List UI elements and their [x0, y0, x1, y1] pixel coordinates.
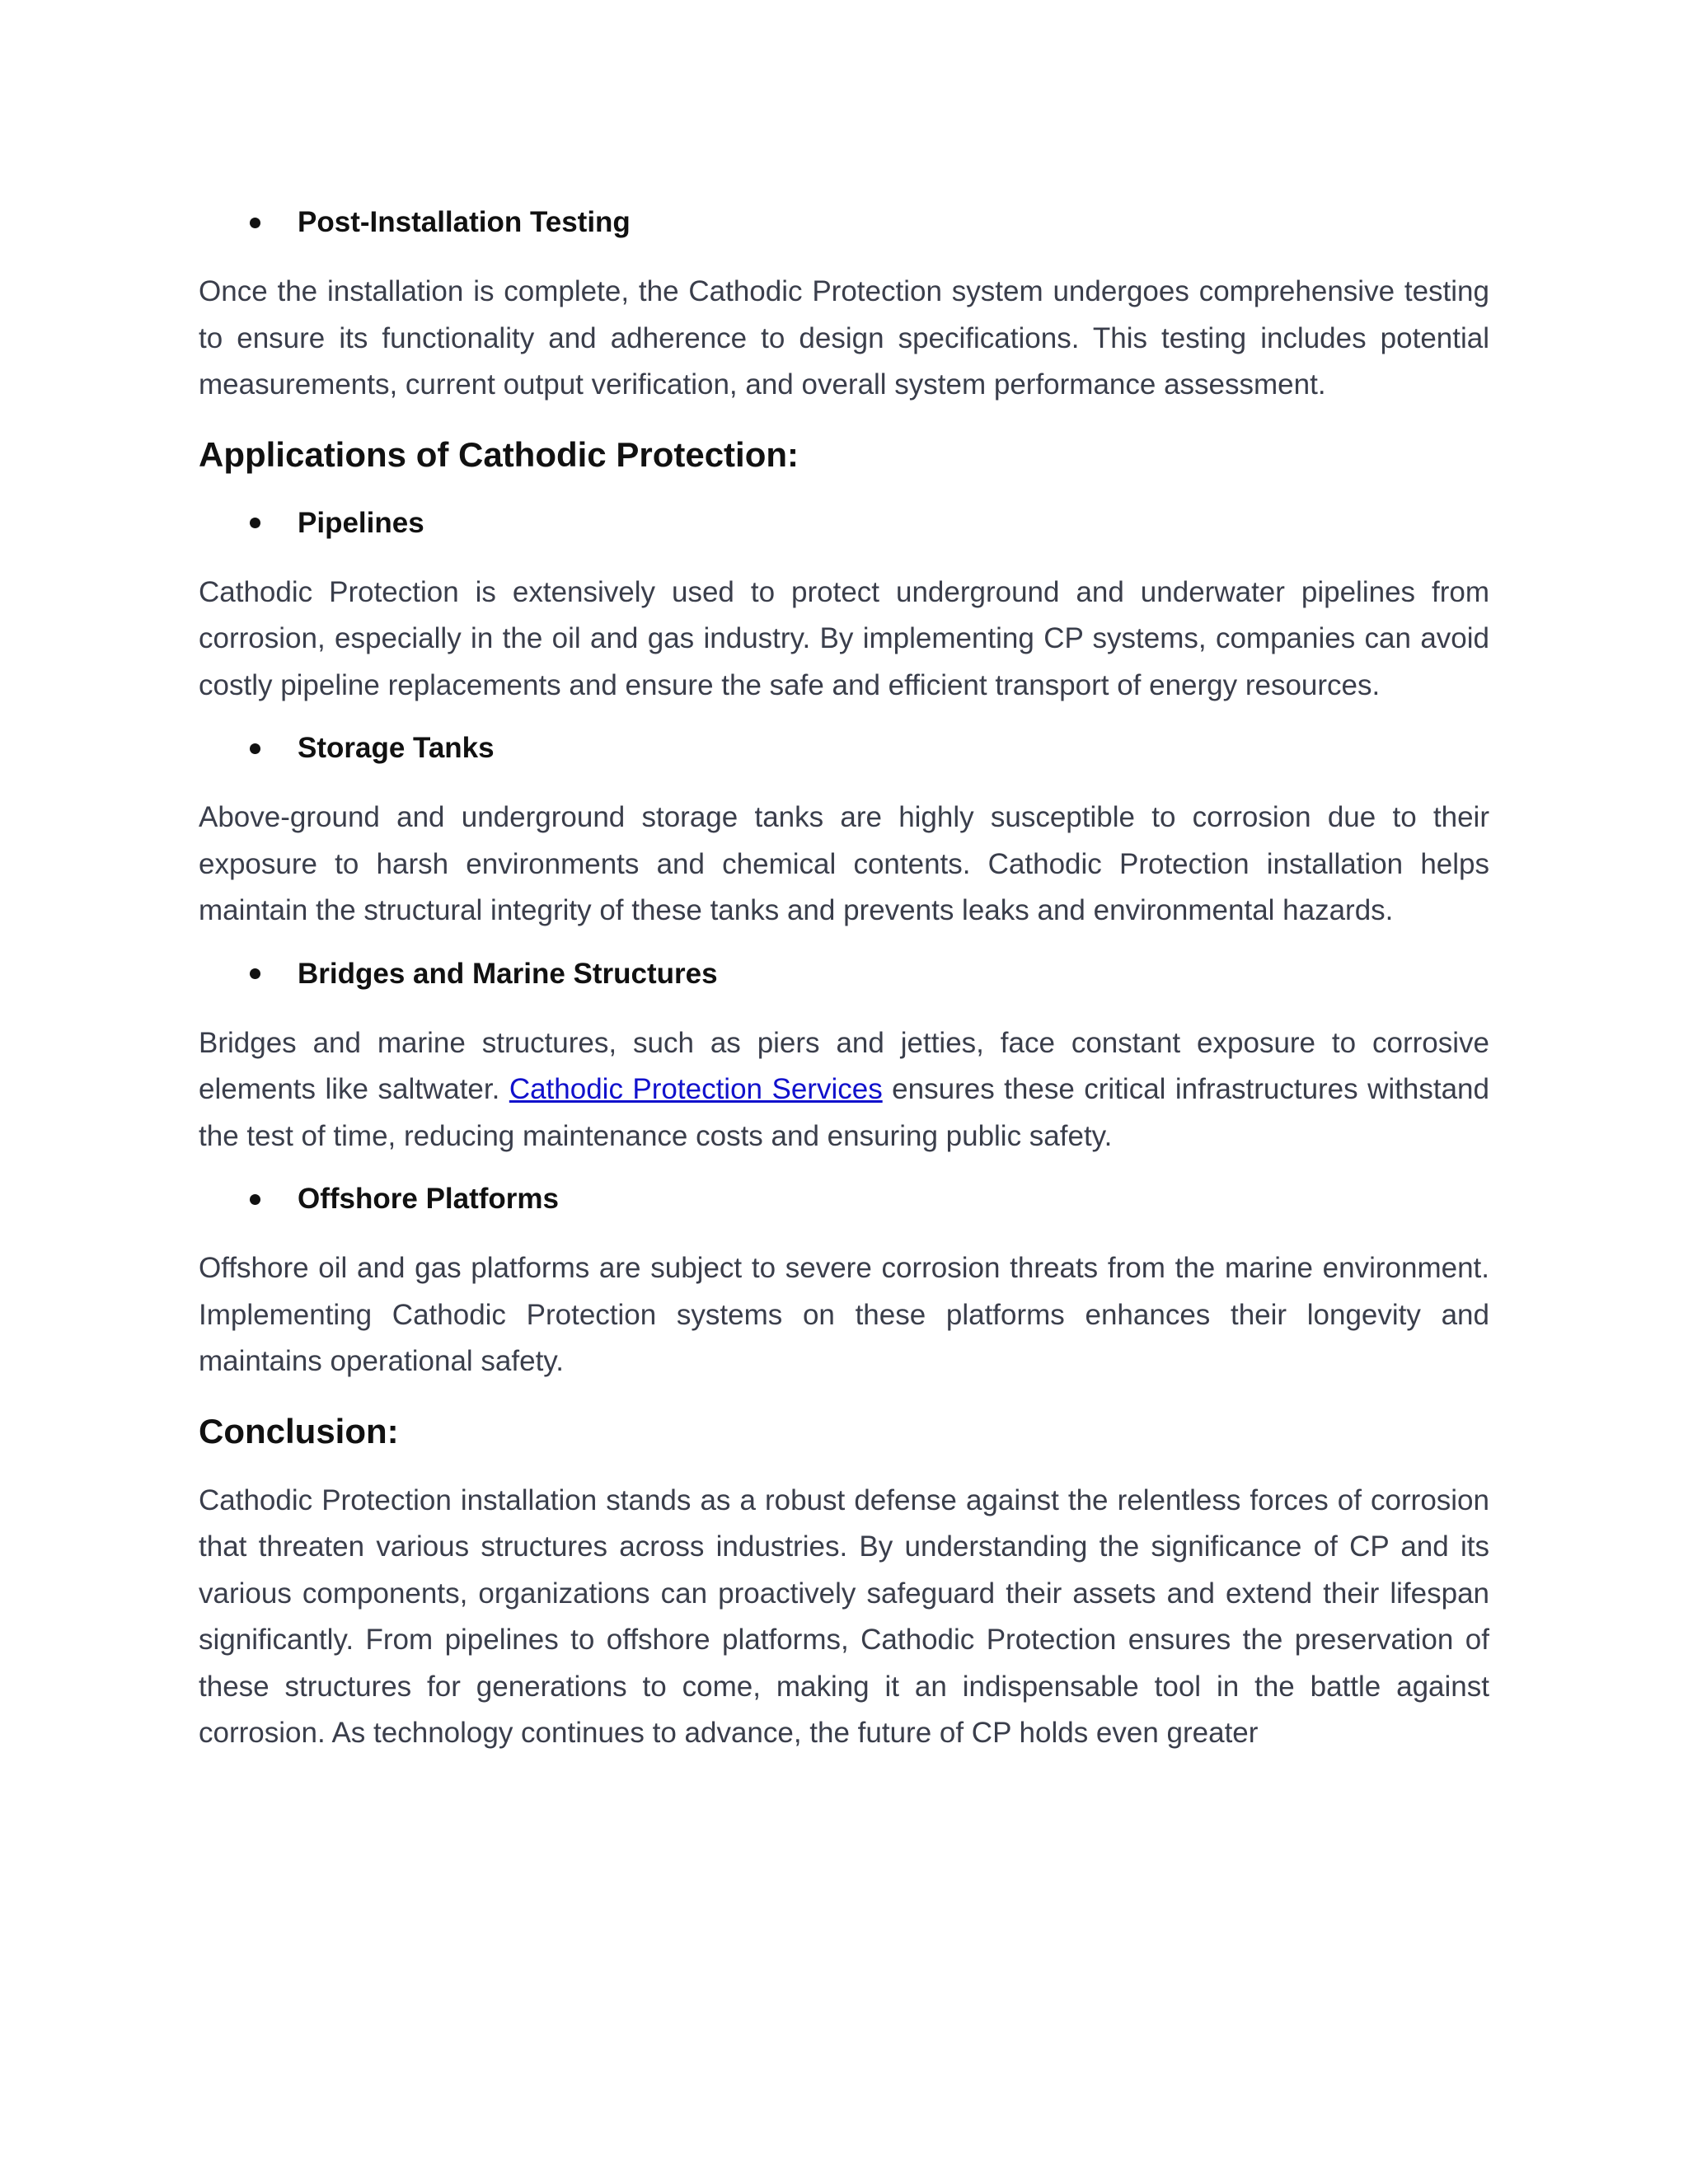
bullet-title: Storage Tanks — [298, 732, 495, 764]
bullet-title: Offshore Platforms — [298, 1183, 559, 1215]
bullet-title: Bridges and Marine Structures — [298, 957, 718, 990]
paragraph-storage-tanks: Above-ground and underground storage tanks are highly susceptible to corrosion due to their exposure to harsh environments and chemical contents. Cathodic Protection installation helps maintain the structural integrity of these tanks and prevents leaks and environmental hazards. — [199, 801, 1489, 926]
bullet-dot-icon — [250, 743, 260, 754]
cathodic-protection-services-link[interactable]: Cathodic Protection Services — [509, 1073, 883, 1105]
bullet-bridges-marine — [199, 948, 1489, 1001]
heading-applications: Applications of Cathodic Protection: — [199, 434, 799, 474]
paragraph-conclusion: Cathodic Protection installation stands as a robust defense against the relentless forces of corrosion that threaten various structures across industries. By understanding the significance of CP and its various components, organizations can proactively safeguard their assets and extend their lifespan significantly. From pipelines to offshore platforms, Cathodic Protection ensures the preservation of these structures for generations to come, making it an indispensable tool in the battle against corrosion. As technology continues to advance, the future of CP holds even greater — [199, 1483, 1489, 1749]
bullet-pipelines — [199, 497, 1489, 550]
paragraph-post-installation: Once the installation is complete, the Cathodic Protection system undergoes comprehensive testing to ensure its functionality and adherence to design specifications. This testing includes potential measurements, current output verification, and overall system performance assessment. — [199, 275, 1489, 401]
paragraph-pipelines: Cathodic Protection is extensively used to protect underground and underwater pipelines from corrosion, especially in the oil and gas industry. By implementing CP systems, companies can avoid costly pipeline replacements and ensure the safe and efficient transport of energy resources. — [199, 575, 1489, 701]
bullet-post-installation-testing — [199, 196, 1489, 249]
paragraph-offshore-platforms: Offshore oil and gas platforms are subject to severe corrosion threats from the marine environment. Implementing Cathodic Protection systems on these platforms enhances their longevity and maintains operational safety. — [199, 1252, 1489, 1377]
bullet-dot-icon — [250, 1194, 260, 1205]
bullet-offshore-platforms — [199, 1173, 1489, 1226]
bullet-dot-icon — [250, 218, 260, 228]
bullet-dot-icon — [250, 518, 260, 528]
bullet-title: Pipelines — [298, 506, 424, 539]
document-content — [199, 196, 1489, 1757]
paragraph-text: ensures these critical infrastructures withstand the test of time, reducing maintenance costs and ensuring public safety. — [199, 1073, 1489, 1152]
bullet-dot-icon — [250, 968, 260, 979]
paragraph-bridges-marine — [199, 1020, 1489, 1160]
paragraph-text: Bridges and marine structures, such as piers and jetties, face constant exposure to corrosive elements like saltwater. — [199, 1026, 1489, 1105]
heading-conclusion: Conclusion: — [199, 1411, 399, 1451]
bullet-storage-tanks — [199, 722, 1489, 775]
bullet-title: Post-Installation Testing — [298, 206, 631, 238]
